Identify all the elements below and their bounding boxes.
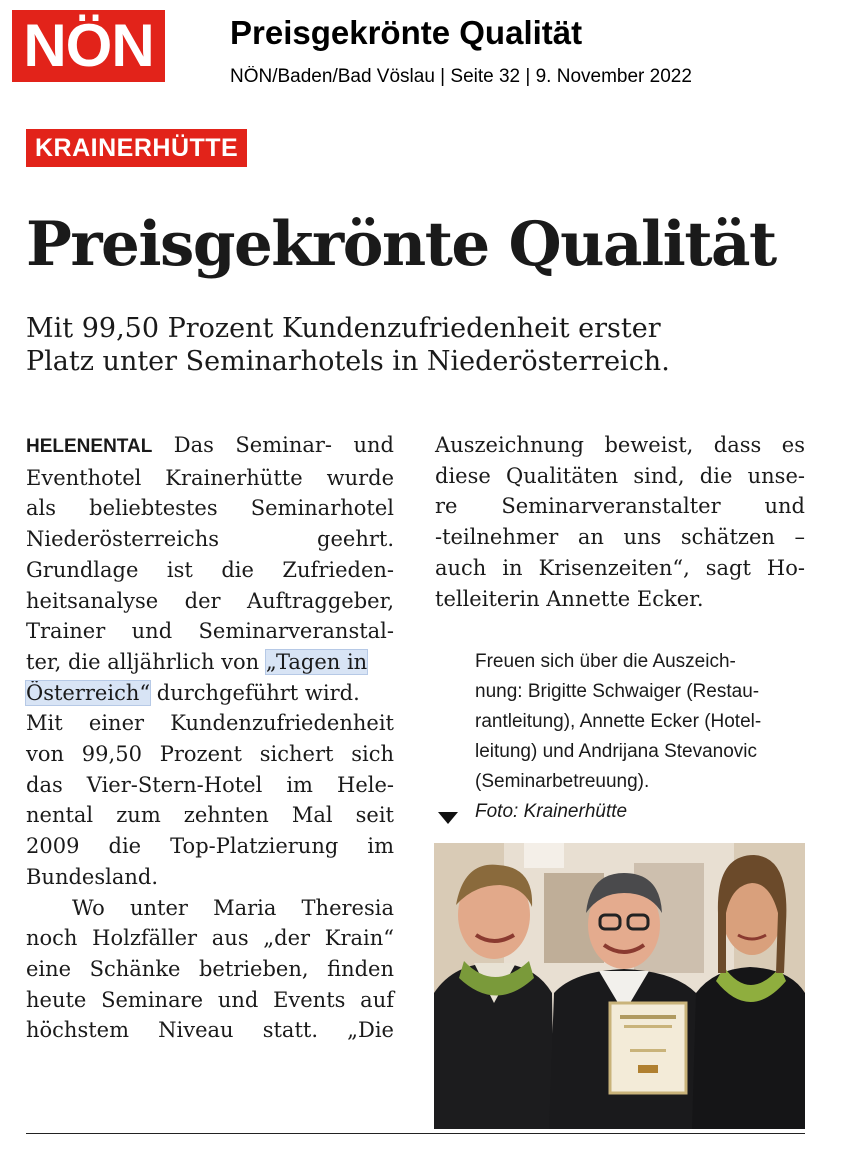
dateline: HELENENTAL bbox=[26, 436, 153, 457]
body-line: höchstem Niveau statt. „Die bbox=[26, 1018, 394, 1043]
caption-line: leitung) und Andrijana Stevanovic bbox=[475, 741, 758, 762]
body-line: Wo unter Maria Theresia bbox=[72, 895, 394, 920]
body-line: heute Seminare und Events auf bbox=[26, 987, 394, 1012]
article-column-1 bbox=[26, 430, 394, 1046]
highlighted-text[interactable]: „Tagen in bbox=[265, 649, 368, 674]
body-line: Trainer und Seminarveranstal- bbox=[26, 619, 394, 644]
body-line: Österreich“ durchgeführt wird. bbox=[26, 680, 360, 705]
page-header-title: Preisgekrönte Qualität bbox=[230, 14, 583, 51]
body-line: Grundlage ist die Zufrieden- bbox=[26, 557, 394, 582]
non-logo: NÖN bbox=[12, 10, 165, 82]
body-line: ter, die alljährlich von „Tagen in bbox=[26, 649, 368, 674]
body-line: 2009 die Top-Platzierung im bbox=[26, 834, 394, 859]
body-line: telleiterin Annette Ecker. bbox=[435, 586, 704, 611]
body-line: als beliebtestes Seminarhotel bbox=[26, 496, 394, 521]
highlighted-text[interactable]: Österreich“ bbox=[26, 680, 151, 705]
caption-line: rantleitung), Annette Ecker (Hotel- bbox=[475, 711, 762, 732]
caption-line: (Seminarbetreuung). bbox=[475, 771, 650, 792]
photo-credit: Foto: Krainerhütte bbox=[475, 801, 628, 822]
body-line: eine Schänke betrieben, finden bbox=[26, 956, 394, 981]
body-line: auch in Krisenzeiten“, sagt Ho- bbox=[435, 555, 805, 580]
photo-illustration bbox=[434, 843, 805, 1129]
body-line: Auszeichnung beweist, dass es bbox=[435, 433, 805, 457]
body-line: HELENENTAL Das Seminar- und bbox=[26, 433, 394, 457]
body-line: noch Holzfäller aus „der Krain“ bbox=[26, 926, 394, 951]
body-line: -teilnehmer an uns schätzen – bbox=[435, 525, 805, 550]
body-line: Mit einer Kundenzufriedenheit bbox=[26, 711, 394, 736]
photo-caption bbox=[475, 647, 805, 827]
section-kicker: KRAINERHÜTTE bbox=[26, 129, 247, 167]
body-line: Eventhotel Krainerhütte wurde bbox=[26, 465, 394, 490]
page-header-meta: NÖN/Baden/Bad Vöslau | Seite 32 | 9. November 2022 bbox=[230, 66, 692, 87]
body-line: das Vier-Stern-Hotel im Hele- bbox=[26, 772, 394, 797]
subline-line: Mit 99,50 Prozent Kundenzufriedenheit erster bbox=[26, 313, 661, 344]
article-column-2 bbox=[435, 430, 805, 614]
caption-line: nung: Brigitte Schwaiger (Restau- bbox=[475, 681, 760, 702]
body-line: heitsanalyse der Auftraggeber, bbox=[26, 588, 394, 613]
body-line: nental zum zehnten Mal seit bbox=[26, 803, 394, 828]
body-line: von 99,50 Prozent sichert sich bbox=[26, 742, 394, 767]
caption-line: Freuen sich über die Auszeich- bbox=[475, 651, 736, 672]
article-headline: Preisgekrönte Qualität bbox=[26, 209, 776, 280]
subline-line: Platz unter Seminarhotels in Niederösterreich. bbox=[26, 346, 670, 377]
body-line: Bundesland. bbox=[26, 864, 159, 889]
article-photo bbox=[434, 843, 805, 1129]
body-line: diese Qualitäten sind, die unse- bbox=[435, 463, 805, 488]
body-line: re Seminarveranstalter und bbox=[435, 494, 805, 519]
bottom-rule bbox=[26, 1133, 805, 1134]
body-line: Niederösterreichs geehrt. bbox=[26, 527, 394, 552]
caption-pointer-icon bbox=[438, 812, 458, 824]
article-subline bbox=[26, 312, 806, 378]
